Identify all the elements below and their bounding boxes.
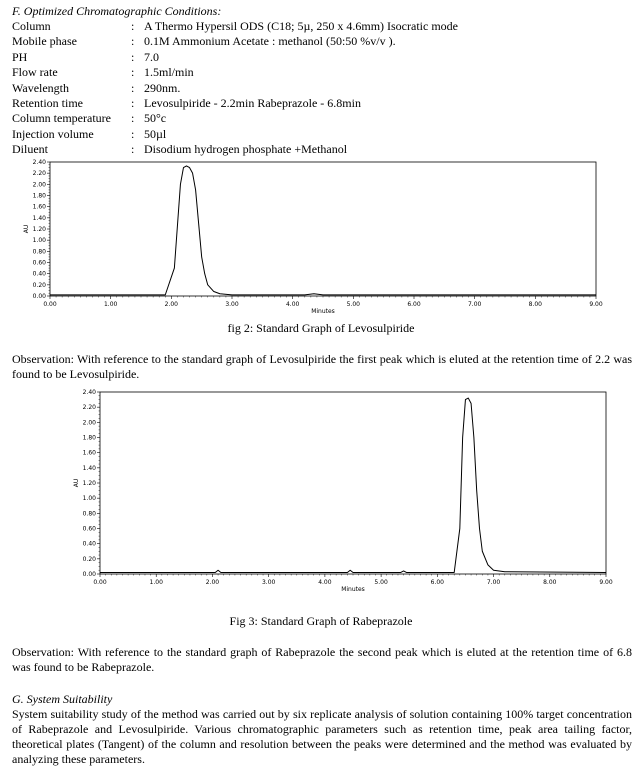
condition-value: Disodium hydrogen phosphate +Methanol	[144, 142, 348, 157]
condition-label: Wavelength	[12, 80, 70, 95]
y-tick-label: 1.00	[32, 237, 46, 245]
y-tick-label: 2.20	[82, 404, 96, 412]
x-tick-label: 9.00	[589, 301, 603, 308]
y-tick-label: 2.40	[32, 159, 46, 166]
y-tick-label: 1.80	[82, 434, 96, 442]
y-tick-label: 1.00	[82, 495, 96, 503]
condition-colon: :	[131, 80, 135, 95]
y-tick-label: 1.40	[32, 214, 46, 222]
condition-value: A Thermo Hypersil ODS (C18; 5µ, 250 x 4.6mm) Isocratic mode	[144, 19, 458, 33]
y-tick-label: 0.00	[32, 293, 46, 300]
fig3-caption: Fig 3: Standard Graph of Rabeprazole	[229, 614, 413, 628]
x-tick-label: 8.00	[543, 579, 557, 586]
y-tick-label: 0.60	[32, 259, 46, 267]
x-tick-label: 1.00	[103, 301, 118, 308]
y-tick-label: 0.20	[82, 555, 96, 563]
y-tick-label: 1.60	[82, 449, 96, 457]
y-tick-label: 2.00	[82, 419, 96, 427]
section-g-paragraph: System suitability study of the method was carried out by six replicate analysis of solution containing 100% target concentration of Rabeprazole and Levosulpiride. Various chromatographic parameters such as retention time, peak area tailing factor, theoretical plates (Tangent) of the column and resolution between the peaks were determined and the method was evaluated by analyzing these parameters.	[12, 707, 632, 766]
y-tick-label: 0.20	[32, 281, 46, 289]
fig2-caption: fig 2: Standard Graph of Levosulpiride	[227, 321, 415, 335]
plot-frame	[50, 162, 596, 296]
fig2-observation: Observation: With reference to the standard graph of Levosulpiride the first peak which is eluted at the retention time of 2.2 was found to be Levosulpiride.	[12, 352, 632, 381]
x-tick-label: 3.00	[225, 301, 239, 308]
y-tick-label: 1.40	[82, 464, 96, 472]
condition-colon: :	[131, 111, 135, 126]
fig3-observation: Observation: With reference to the standard graph of Rabeprazole the second peak which is eluted at the retention time of 6.8 was found to be Rabeprazole.	[12, 645, 632, 674]
x-tick-label: 7.00	[486, 579, 501, 586]
y-tick-label: 0.40	[32, 270, 46, 278]
y-tick-label: 2.20	[32, 170, 46, 178]
condition-colon: :	[131, 49, 135, 64]
condition-colon: :	[131, 96, 135, 110]
x-tick-label: 3.00	[261, 579, 276, 586]
condition-label: Retention time	[12, 96, 83, 110]
condition-label: PH	[12, 49, 28, 64]
condition-colon: :	[131, 65, 135, 80]
x-tick-label: 2.00	[205, 579, 220, 586]
y-tick-label: 0.80	[82, 510, 96, 518]
condition-label: Column	[12, 19, 51, 33]
y-tick-label: 0.00	[82, 571, 96, 578]
y-tick-label: 2.40	[82, 389, 96, 396]
x-tick-label: 2.00	[164, 301, 179, 308]
x-tick-label: 8.00	[528, 301, 543, 308]
y-tick-label: 1.80	[32, 192, 46, 200]
x-axis-label: Minutes	[311, 308, 335, 315]
y-axis-label: AU	[23, 224, 30, 234]
y-axis-label: AU	[73, 478, 80, 488]
x-tick-label: 5.00	[374, 579, 388, 586]
condition-colon: :	[131, 34, 135, 49]
x-tick-label: 9.00	[599, 579, 613, 586]
condition-colon: :	[131, 19, 135, 33]
section-g-heading: G. System Suitability	[12, 692, 113, 706]
y-tick-label: 1.20	[82, 480, 96, 487]
condition-value: 50°c	[144, 111, 167, 126]
levosulpiride-chromatogram	[23, 158, 628, 318]
chromatogram-trace	[100, 398, 606, 572]
x-tick-label: 4.00	[285, 301, 300, 308]
x-tick-label: 0.00	[93, 579, 107, 586]
condition-colon: :	[131, 126, 135, 141]
condition-label: Injection volume	[12, 126, 94, 141]
condition-value: 50µl	[144, 126, 167, 141]
x-tick-label: 5.00	[346, 301, 361, 308]
x-tick-label: 1.00	[149, 579, 163, 586]
x-tick-label: 7.00	[467, 301, 482, 308]
y-tick-label: 1.60	[32, 203, 46, 211]
plot-frame	[100, 392, 606, 574]
x-tick-label: 6.00	[430, 579, 445, 586]
y-tick-label: 2.00	[32, 181, 46, 189]
y-tick-label: 1.20	[32, 226, 46, 233]
condition-label: Flow rate	[12, 65, 58, 80]
condition-colon: :	[131, 142, 135, 157]
x-tick-label: 6.00	[407, 301, 421, 308]
condition-value: 0.1M Ammonium Acetate : methanol (50:50 %v/v ).	[144, 34, 396, 49]
condition-label: Column temperature	[12, 111, 111, 126]
section-f-heading: F. Optimized Chromatographic Conditions:	[12, 4, 222, 18]
chromatogram-trace	[50, 166, 596, 295]
condition-value: 1.5ml/min	[144, 65, 194, 80]
condition-label: Mobile phase	[12, 34, 77, 49]
condition-value: Levosulpiride - 2.2min Rabeprazole - 6.8min	[144, 96, 361, 110]
condition-value: 290nm.	[144, 80, 181, 95]
x-tick-label: 4.00	[318, 579, 332, 586]
y-tick-label: 0.80	[32, 248, 46, 256]
y-tick-label: 0.60	[82, 525, 96, 533]
condition-label: Diluent	[12, 142, 48, 157]
x-tick-label: 0.00	[43, 301, 57, 308]
x-axis-label: Minutes	[341, 586, 365, 593]
condition-value: 7.0	[144, 49, 159, 64]
rabeprazole-chromatogram	[50, 386, 630, 602]
y-tick-label: 0.40	[82, 540, 96, 548]
